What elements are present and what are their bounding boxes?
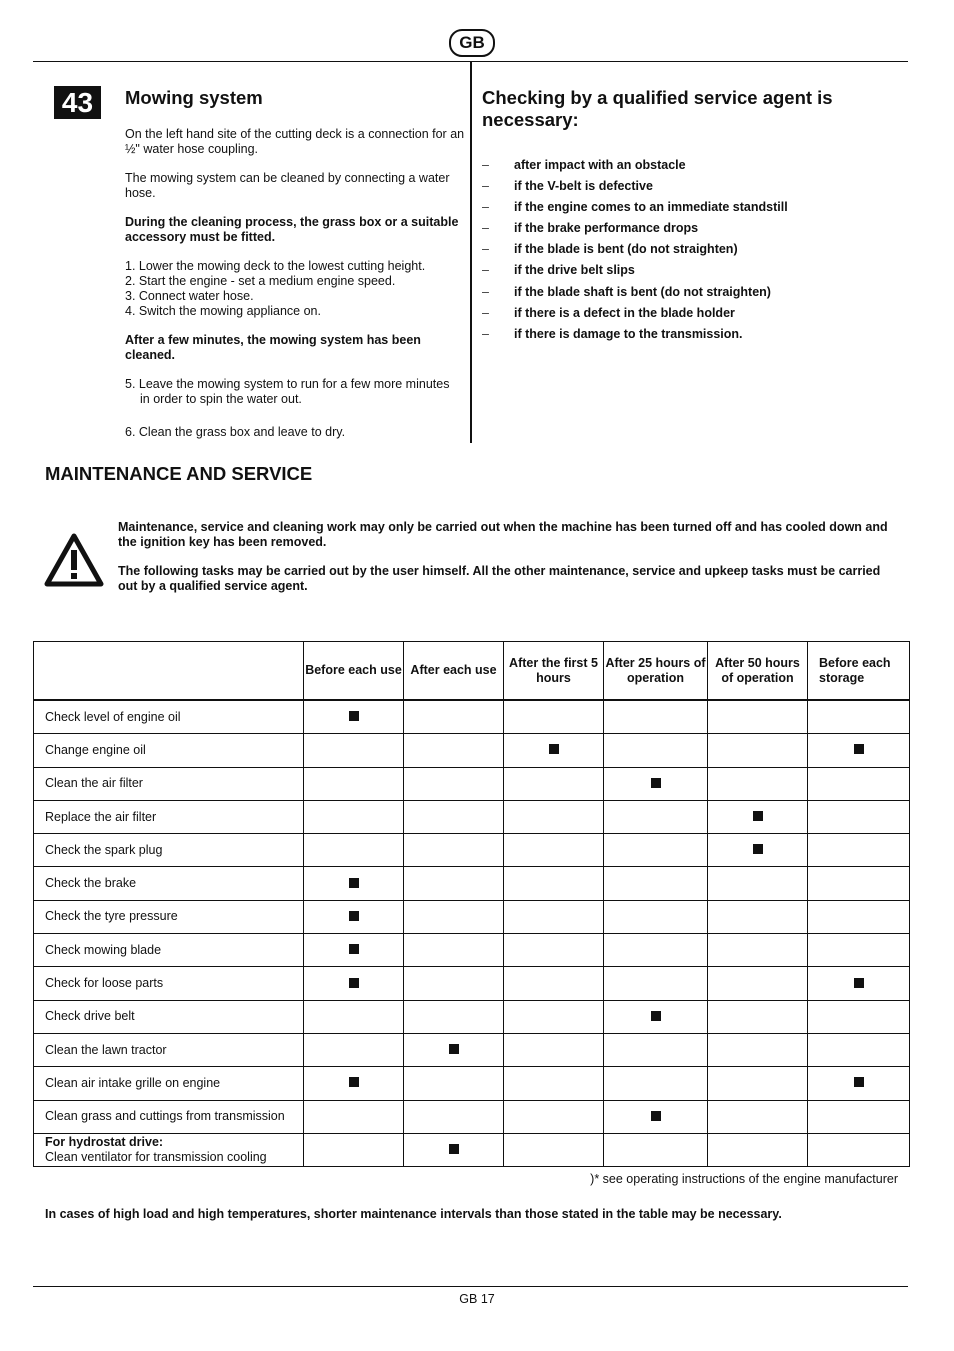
schedule-cell [808,967,910,1000]
schedule-cell [504,867,604,900]
task-subheading: For hydrostat drive: [45,1134,164,1149]
schedule-cell [808,867,910,900]
schedule-cell [708,834,808,867]
task-cell [34,1033,304,1066]
table-header-row [34,642,910,701]
task-label: Clean ventilator for transmission cooling [45,1149,267,1164]
table-row [34,1133,910,1166]
schedule-cell [304,1133,404,1166]
schedule-cell [808,1100,910,1133]
task-label: Clean the lawn tractor [45,1042,167,1057]
filled-square-icon [753,811,763,821]
task-cell [34,1133,304,1166]
schedule-cell [604,1100,708,1133]
table-row [34,1067,910,1100]
section-number: 43 [54,86,101,119]
task-cell [34,800,304,833]
schedule-cell [304,1067,404,1100]
schedule-cell [604,1133,708,1166]
schedule-cell [304,867,404,900]
table-row [34,834,910,867]
schedule-cell [304,1000,404,1033]
filled-square-icon [651,1111,661,1121]
task-label: Check drive belt [45,1009,135,1024]
step-item: 2. Start the engine - set a medium engine speed. [125,274,396,288]
schedule-cell [304,767,404,800]
list-item: – if the engine comes to an immediate standstill [482,200,788,215]
filled-square-icon [753,844,763,854]
schedule-cell [708,1067,808,1100]
schedule-cell [708,867,808,900]
task-cell [34,1000,304,1033]
table-row [34,1033,910,1066]
maintenance-schedule-table [33,641,910,1167]
table-row [34,867,910,900]
page-number: GB 17 [459,1292,495,1306]
warning-triangle-icon [44,533,104,587]
table-row [34,767,910,800]
schedule-cell [604,1000,708,1033]
bottom-divider [33,1286,908,1287]
task-cell [34,867,304,900]
column-divider [470,62,472,443]
filled-square-icon [549,744,559,754]
step-item: 3. Connect water hose. [125,289,254,303]
schedule-cell [504,900,604,933]
schedule-cell [604,800,708,833]
task-label: Check the tyre pressure [45,909,178,924]
schedule-cell [504,834,604,867]
schedule-cell [404,834,504,867]
schedule-cell [808,900,910,933]
schedule-cell [504,700,604,734]
filled-square-icon [449,1044,459,1054]
mowing-paragraph-1: On the left hand site of the cutting deck is a connection for an ½" water hose coupling. [125,127,465,156]
schedule-cell [504,1100,604,1133]
schedule-cell [708,800,808,833]
schedule-cell [808,1067,910,1100]
schedule-cell [604,967,708,1000]
warning-paragraph-2: The following tasks may be carried out by the user himself. All the other maintenance, service and upkeep tasks must be carried out by a qualified service agent. [118,564,881,593]
step-5 [125,377,465,407]
schedule-cell [404,1133,504,1166]
table-row [34,967,910,1000]
mowing-paragraph-4: After a few minutes, the mowing system has been cleaned. [125,333,421,362]
table-header: Before each storage [808,642,910,701]
schedule-cell [708,1133,808,1166]
task-label: Change engine oil [45,742,146,757]
schedule-cell [504,934,604,967]
schedule-cell [604,767,708,800]
mowing-steps [125,259,465,319]
schedule-cell [304,934,404,967]
footnote: )* see operating instructions of the engine manufacturer [590,1172,898,1186]
filled-square-icon [349,878,359,888]
schedule-cell [708,1100,808,1133]
schedule-cell [504,767,604,800]
schedule-cell [404,1000,504,1033]
list-item: – if the brake performance drops [482,221,699,236]
mowing-paragraph-2: The mowing system can be cleaned by connecting a water hose. [125,171,450,200]
checking-title: Checking by a qualified service agent is necessary: [482,87,833,130]
schedule-cell [404,700,504,734]
schedule-cell [404,967,504,1000]
task-cell [34,700,304,734]
schedule-cell [708,767,808,800]
task-label: Clean grass and cuttings from transmission [45,1109,285,1124]
table-row [34,800,910,833]
maintenance-note: In cases of high load and high temperatures, shorter maintenance intervals than those stated in the table may be necessary. [45,1207,782,1221]
warning-text [118,520,898,594]
filled-square-icon [854,978,864,988]
schedule-cell [708,934,808,967]
maintenance-title: MAINTENANCE AND SERVICE [45,463,313,484]
step-6: 6. Clean the grass box and leave to dry. [125,425,346,439]
filled-square-icon [349,944,359,954]
filled-square-icon [854,744,864,754]
step-item: 1. Lower the mowing deck to the lowest cutting height. [125,259,426,273]
schedule-cell [604,900,708,933]
list-item: – if the V-belt is defective [482,179,653,194]
schedule-cell [404,934,504,967]
schedule-cell [708,1033,808,1066]
schedule-cell [404,1033,504,1066]
filled-square-icon [349,978,359,988]
schedule-cell [504,1133,604,1166]
schedule-cell [304,1100,404,1133]
task-cell [34,767,304,800]
list-item: – if the blade shaft is bent (do not straighten) [482,284,771,299]
section-title: Mowing system [125,87,263,108]
schedule-cell [808,734,910,767]
task-cell [34,900,304,933]
table-row [34,1000,910,1033]
table-row [34,734,910,767]
schedule-cell [404,734,504,767]
schedule-cell [708,700,808,734]
language-badge: GB [449,29,495,57]
schedule-cell [604,834,708,867]
task-label: Clean the air filter [45,776,143,791]
filled-square-icon [449,1144,459,1154]
list-item: – if the drive belt slips [482,263,635,278]
task-label: Clean air intake grille on engine [45,1075,221,1090]
table-row [34,934,910,967]
task-label: Check the brake [45,876,137,891]
table-row [34,900,910,933]
filled-square-icon [854,1077,864,1087]
schedule-cell [604,734,708,767]
schedule-cell [604,934,708,967]
table-header: After 25 hours of operation [604,642,708,701]
table-header: After 50 hours of operation [708,642,808,701]
schedule-cell [708,967,808,1000]
schedule-cell [808,834,910,867]
schedule-cell [404,1100,504,1133]
table-row [34,700,910,734]
schedule-cell [504,1067,604,1100]
list-item: – if there is a defect in the blade holder [482,305,735,320]
mowing-paragraph-3: During the cleaning process, the grass box or a suitable accessory must be fitted. [125,215,459,244]
task-cell [34,1100,304,1133]
schedule-cell [304,967,404,1000]
schedule-cell [304,700,404,734]
schedule-cell [404,900,504,933]
schedule-cell [304,900,404,933]
schedule-cell [304,1033,404,1066]
table-header: Before each use [304,642,404,701]
schedule-cell [504,734,604,767]
schedule-cell [604,1033,708,1066]
schedule-cell [808,1000,910,1033]
schedule-cell [304,834,404,867]
schedule-cell [808,767,910,800]
schedule-cell [404,1067,504,1100]
task-label: Check level of engine oil [45,709,181,724]
schedule-cell [404,800,504,833]
schedule-cell [708,900,808,933]
schedule-cell [708,1000,808,1033]
task-cell [34,834,304,867]
list-item: – after impact with an obstacle [482,158,686,172]
filled-square-icon [349,711,359,721]
warning-paragraph-1: Maintenance, service and cleaning work may only be carried out when the machine has been turned off and has cooled down and the ignition key has been removed. [118,520,888,549]
schedule-cell [604,1067,708,1100]
schedule-cell [708,734,808,767]
task-cell [34,967,304,1000]
step-5-line-1: 5. Leave the mowing system to run for a few more minutes [125,377,450,391]
task-label: Replace the air filter [45,809,157,824]
task-label: Check the spark plug [45,842,163,857]
table-row [34,1100,910,1133]
table-header: After the first 5 hours [504,642,604,701]
checking-list [482,158,902,348]
schedule-cell [404,767,504,800]
task-label: Check mowing blade [45,942,162,957]
task-cell [34,1067,304,1100]
list-item: – if there is damage to the transmission. [482,326,743,341]
table-header: After each use [404,642,504,701]
filled-square-icon [349,911,359,921]
step-5-line-2: in order to spin the water out. [140,392,302,406]
schedule-cell [404,867,504,900]
schedule-cell [808,800,910,833]
table-header-task [34,642,304,701]
schedule-cell [504,1000,604,1033]
schedule-cell [504,1033,604,1066]
list-item: – if the blade is bent (do not straighten) [482,242,738,257]
task-label: Check for loose parts [45,976,164,991]
schedule-cell [808,1133,910,1166]
filled-square-icon [651,1011,661,1021]
schedule-cell [604,700,708,734]
step-item: 4. Switch the mowing appliance on. [125,304,321,318]
filled-square-icon [349,1077,359,1087]
schedule-cell [304,800,404,833]
schedule-cell [808,934,910,967]
task-cell [34,934,304,967]
filled-square-icon [651,778,661,788]
schedule-cell [604,867,708,900]
schedule-cell [304,734,404,767]
schedule-cell [504,967,604,1000]
schedule-cell [808,1033,910,1066]
schedule-cell [808,700,910,734]
schedule-cell [504,800,604,833]
task-cell [34,734,304,767]
